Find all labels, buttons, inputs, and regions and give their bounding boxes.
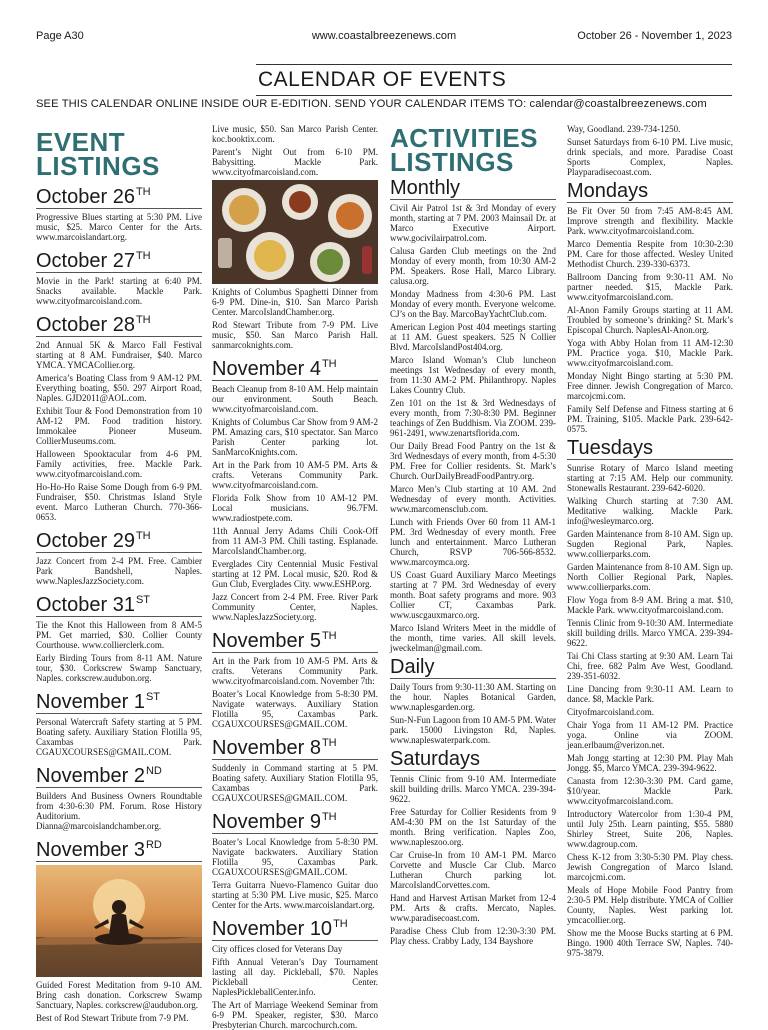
event-item: Art in the Park from 10 AM-5 PM. Arts & crafts. Veterans Community Park. www.cityofmarcoisland.com. <box>212 460 378 490</box>
event-item: Jazz Concert from 2-4 PM. Free. Cambier Park Bandshell, Naples. www.NaplesJazzSociety.com. <box>36 556 202 586</box>
column-activities-continued <box>567 124 733 1004</box>
activity-item: Marco Island Writers Meet in the middle of the month, time varies. All skill levels. jweckelman@gmail.com. <box>390 623 556 653</box>
event-item: City offices closed for Veterans Day <box>212 944 343 954</box>
day-heading-nov5: November 5TH <box>212 625 378 653</box>
column-event-listings <box>36 124 202 1023</box>
event-item: Best of Rod Stewart Tribute from 7-9 PM. <box>36 1013 189 1023</box>
activity-item: Calusa Garden Club meetings on the 2nd Monday of every month, from 10:30 AM-2 PM. Speakers. Rose Hall, Marco Library. calusa.org. <box>390 246 556 286</box>
meditation-illustration <box>36 865 202 977</box>
activity-item: Civil Air Patrol 1st & 3rd Monday of every month, starting at 7 PM. 2003 Mainsail Dr. at Marco Executive Airport. www.gocivilairpatrol.com. <box>390 203 556 243</box>
activity-item: Line Dancing from 9:30-11 AM. Learn to dance. $8, Mackle Park. <box>567 684 733 704</box>
activity-item: Sunrise Rotary of Marco Island meeting starting at 7:15 AM. Help our community. Stonewalls Restaurant. 239-642-6020. <box>567 463 733 493</box>
spaghetti-dinner-photo <box>212 180 378 284</box>
event-item: Movie in the Park! starting at 6:40 PM. Snacks available. Mackle Park. www.cityofmarcoisland.com. <box>36 276 202 306</box>
event-item: Guided Forest Meditation from 9-10 AM. Bring cash donation. Corkscrew Swamp Sanctuary, Naples. corkscrew@audubon.org. <box>36 980 202 1010</box>
event-item: The Art of Marriage Weekend Seminar from 6-9 PM. Speaker, register, $30. Marco Presbyterian Church. marcochurch.com. <box>212 1000 378 1030</box>
day-heading-oct27: October 27TH <box>36 245 202 273</box>
activity-item: Sunset Saturdays from 6-10 PM. Live music, drink specials, and more. Paradise Coast Sports Complex, Naples. Playparadisecoast.com. <box>567 137 733 177</box>
event-item: Parent’s Night Out from 6-10 PM. Babysitting. Mackle Park. www.cityofmarcoisland.com. <box>212 147 378 177</box>
heading-monthly: Monthly <box>390 177 556 200</box>
heading-saturdays: Saturdays <box>390 748 556 771</box>
activity-item: Introductory Watercolor from 1:30-4 PM, until July 25th. Learn painting, $55. 5880 Shirley Street, Suite 206, Naples. www.dagroup.com. <box>567 809 733 849</box>
event-item: Exhibit Tour & Food Demonstration from 10 AM-12 PM. Food tradition history. Immokalee Pioneer Museum. CollierMuseums.com. <box>36 406 202 446</box>
activity-item: Al-Anon Family Groups starting at 11 AM. Troubled by someone’s drinking? St. Mark’s Episcopal Church. NaplesAl-Anon.org. <box>567 305 733 335</box>
activity-item: Lunch with Friends Over 60 from 11 AM-1 PM. 3rd Wednesday of every month. Free lunch and entertainment. Marco Lutheran Church, RSVP 706-566-8532. www.marcoymca.org. <box>390 517 556 567</box>
site-url[interactable]: www.coastalbreezenews.com <box>311 30 457 42</box>
event-item: Everglades City Centennial Music Festival starting at 12 PM. Local music, $20. Rod & Gun Club, Everglades City. www.ESHP.org. <box>212 559 378 589</box>
event-item: Beach Cleanup from 8-10 AM. Help maintain our environment. South Beach. www.cityofmarcoisland.com. <box>212 384 378 414</box>
activity-item: Zen 101 on the 1st & 3rd Wednesdays of every month, from 7:30-8:30 PM. Beginner teachings of Zen Buddhism. Via ZOOM. 239-961-2491, www.zenartsflorida.com. <box>390 398 556 438</box>
event-item: Florida Folk Show from 10 AM-12 PM. Local musicians. 96.7FM. www.radiostpete.com. <box>212 493 378 523</box>
day-heading-nov4: November 4TH <box>212 353 378 381</box>
activity-item: Garden Maintenance from 8-10 AM. Sign up. North Collier Regional Park, Naples. www.collierparks.com. <box>567 562 733 592</box>
activity-item: Monday Madness from 4:30-6 PM. Last Monday of every month. Everyone welcome. CJ’s on the Bay. MarcoBayYachtClub.com. <box>390 289 556 319</box>
column-events-continued <box>212 124 378 1030</box>
activity-item: Mah Jongg starting at 12:30 PM. Play Mah Jongg. $5, Marco YMCA. 239-394-9622. <box>567 753 733 773</box>
activity-item: American Legion Post 404 meetings starting at 11 AM. Guest speakers. 525 N Collier Blvd. MarcoIslandPost404.org. <box>390 322 556 352</box>
event-item: Tie the Knot this Halloween from 8 AM-5 PM. Get married, $30. Collier County Courthouse. www.collierclerk.com. <box>36 620 202 650</box>
calendar-title: CALENDAR OF EVENTS <box>256 64 732 96</box>
activity-item: Family Self Defense and Fitness starting at 6 PM. Training, $105. Mackle Park. 239-642-0575. <box>567 404 733 434</box>
meditation-photo <box>36 865 202 977</box>
activity-item: Marco Island Woman’s Club luncheon meetings 1st Wednesday of every month, from 11:30 AM-2 PM. Philanthropy. Naples Lakes Country Club. <box>390 355 556 395</box>
activity-item: Our Daily Bread Food Pantry on the 1st & 3rd Wednesdays of every month, from 4-5:30 PM. Free for Collier residents. St. Mark’s Church. OurDailyBreadFoodPantry.org. <box>390 441 556 481</box>
issue-date: October 26 - November 1, 2023 <box>577 30 732 42</box>
event-item: Personal Watercraft Safety starting at 5 PM. Boating safety. Auxiliary Station Flotilla 95, Caxambas Park. CGAUXCOURSES@GMAIL.COM. <box>36 717 202 757</box>
event-item: Early Birding Tours from 8-11 AM. Nature tour, $30. Corkscrew Swamp Sanctuary, Naples. corkscrew.audubon.org. <box>36 653 202 683</box>
activity-item: US Coast Guard Auxiliary Marco Meetings starting at 7 PM. 3rd Wednesday of every month. Boat safety programs and more. 903 Collier CT, Caxambas Park. www.uscgauxmarco.org. <box>390 570 556 620</box>
heading-mondays: Mondays <box>567 180 733 203</box>
event-item: Knights of Columbus Car Show from 9 AM-2 PM. Amazing cars, $10 spectator. San Marco Parish Center parking lot. SanMarcoKnights.com. <box>212 417 378 457</box>
activity-item: Flow Yoga from 8-9 AM. Bring a mat. $10, Mackle Park. www.cityofmarcoisland.com. <box>567 595 733 615</box>
activity-item: Marco Men’s Club starting at 10 AM. 2nd Wednesday of every month. Activities. www.marcomensclub.com. <box>390 484 556 514</box>
activity-item: Canasta from 12:30-3:30 PM. Card game, $10/year. Mackle Park. www.cityofmarcoisland.com. <box>567 776 733 806</box>
event-item: Boater’s Local Knowledge from 5-8:30 PM. Navigate backwaters. Auxiliary Station Flotilla 95, Caxambas Park. CGAUXCOURSES@GMAIL.COM. <box>212 837 378 877</box>
activity-item: Way, Goodland. 239-734-1250. <box>567 124 681 134</box>
activity-item: Tennis Clinic from 9-10 AM. Intermediate skill building drills. Marco YMCA. 239-394-9622. <box>390 774 556 804</box>
activity-item: Ballroom Dancing from 9:30-11 AM. No partner needed. $15, Mackle Park. www.cityofmarcoisland.com. <box>567 272 733 302</box>
activity-item: Be Fit Over 50 from 7:45 AM-8:45 AM. Improve strength and flexibility. Mackle Park. www.cityofmarcoisland.com. <box>567 206 733 236</box>
activity-item: Tennis Clinic from 9-10:30 AM. Intermediate skill building drills. Marco YMCA. 239-394-9622. <box>567 618 733 648</box>
activity-item: Sun-N-Fun Lagoon from 10 AM-5 PM. Water park. 15000 Livingston Rd, Naples. www.napleswaterpark.com. <box>390 715 556 745</box>
heading-tuesdays: Tuesdays <box>567 437 733 460</box>
day-heading-nov10: November 10TH <box>212 913 378 941</box>
page-number: Page A30 <box>36 30 84 42</box>
event-item: Halloween Spooktacular from 4-6 PM. Family activities, free. Mackle Park. www.cityofmarcoisland.com. <box>36 449 202 479</box>
event-item: 2nd Annual 5K & Marco Fall Festival starting at 8 AM. Fundraiser, $40. Marco YMCA. YMCACollier.org. <box>36 340 202 370</box>
day-heading-oct26: October 26TH <box>36 181 202 209</box>
activity-item: Chess K-12 from 3:30-5:30 PM. Play chess. Jewish Congregation of Marco Island. marcojcmi.com. <box>567 852 733 882</box>
event-item: Ho-Ho-Ho Raise Some Dough from 6-9 PM. Fundraiser, $50. Christmas Island Style event. Marco Lutheran Church. 770-366-0653. <box>36 482 202 522</box>
day-heading-nov2: November 2ND <box>36 760 202 788</box>
day-heading-oct31: October 31ST <box>36 589 202 617</box>
event-item: Boater’s Local Knowledge from 5-8:30 PM. Navigate waterways. Auxiliary Station Flotilla 95, Caxambas Park. CGAUXCOURSES@GMAIL.COM. <box>212 689 378 729</box>
day-heading-nov3: November 3RD <box>36 834 202 862</box>
event-item: Progressive Blues starting at 5:30 PM. Live music, $25. Marco Center for the Arts. www.marcoislandart.org. <box>36 212 202 242</box>
activity-item: Free Saturday for Collier Residents from 9 AM-4:30 PM on the 1st Saturday of the month. Bring verification. Naples Zoo, www.napleszoo.org. <box>390 807 556 847</box>
calendar-subhead: SEE THIS CALENDAR ONLINE INSIDE OUR E-EDITION. SEND YOUR CALENDAR ITEMS TO: calendar@coastalbreezenews.com <box>36 98 707 110</box>
day-heading-oct29: October 29TH <box>36 525 202 553</box>
event-item: Art in the Park from 10 AM-5 PM. Arts & crafts. Veterans Community Park. www.cityofmarcoisland.com. November 7th: <box>212 656 378 686</box>
activity-item: Daily Tours from 9:30-11:30 AM. Starting on the hour. Naples Botanical Garden, www.naplesgarden.org. <box>390 682 556 712</box>
event-item: 11th Annual Jerry Adams Chili Cook-Off from 11 AM-3 PM. Chili tasting. Esplanade. MarcoIslandChamber.org. <box>212 526 378 556</box>
event-item: Terra Guitarra Nuevo-Flamenco Guitar duo starting at 5:30 PM. Live music, $25. Marco Center for the Arts. www.marcoislandart.org. <box>212 880 378 910</box>
activity-item: Marco Dementia Respite from 10:30-2:30 PM. Care for those affected. Wesley United Methodist Church. 239-330-6373. <box>567 239 733 269</box>
event-item: Knights of Columbus Spaghetti Dinner from 6-9 PM. Dine-in, $10. San Marco Parish Center. MarcoIslandChamber.org. <box>212 287 378 317</box>
activity-item: Garden Maintenance from 8-10 AM. Sign up. Sugden Regional Park, Naples. www.collierparks.com. <box>567 529 733 559</box>
day-heading-oct28: October 28TH <box>36 309 202 337</box>
event-item: Builders And Business Owners Roundtable from 4:30-6:30 PM. Forum. Rose History Auditorium. Dianna@marcoislandchamber.org. <box>36 791 202 831</box>
day-heading-nov1: November 1ST <box>36 686 202 714</box>
activity-item: Hand and Harvest Artisan Market from 12-4 PM. Arts & crafts. Mercato, Naples. www.paradisecoast.com. <box>390 893 556 923</box>
activity-item: Yoga with Abby Holan from 11 AM-12:30 PM. Practice yoga. $10, Mackle Park. www.cityofmarcoisland.com. <box>567 338 733 368</box>
event-item: Rod Stewart Tribute from 7-9 PM. Live music, $50. San Marco Parish Hall. sanmarcoknights.com. <box>212 320 378 350</box>
activity-item: Show me the Moose Bucks starting at 6 PM. Bingo. 1900 40th Terrace SW, Naples. 740-975-3879. <box>567 928 733 958</box>
event-item: Fifth Annual Veteran’s Day Tournament lasting all day. Pickleball, $70. Naples Pickleball Center. NaplesPickleballCenter.info. <box>212 957 378 997</box>
activity-item: Meals of Hope Mobile Food Pantry from 2:30-5 PM. Help distribute. YMCA of Collier County, Naples. West parking lot. ymcacollier.org. <box>567 885 733 925</box>
event-item: Suddenly in Command starting at 5 PM. Boating safety. Auxiliary Station Flotilla 95, Caxambas Park. CGAUXCOURSES@GMAIL.COM. <box>212 763 378 803</box>
day-heading-nov8: November 8TH <box>212 732 378 760</box>
day-heading-nov9: November 9TH <box>212 806 378 834</box>
activity-item: Chair Yoga from 11 AM-12 PM. Practice yoga. Online via ZOOM. jean.erlbaum@verizon.net. <box>567 720 733 750</box>
page-header <box>36 30 732 46</box>
activity-item: Car Cruise-In from 10 AM-1 PM. Marco Corvette and Muscle Car Club. Marco Lutheran Church parking lot. MarcoIslandCorvettes.com. <box>390 850 556 890</box>
activity-item: Tai Chi Class starting at 9:30 AM. Learn Tai Chi, free. 682 Palm Ave West, Goodland. 239-351-6032. <box>567 651 733 681</box>
activity-item: Walking Church starting at 7:30 AM. Meditative walking. Mackle Park. info@wesleymarco.org. <box>567 496 733 526</box>
event-item: America’s Boating Class from 9 AM-12 PM. Everything boating, $50. 297 Airport Road, Naples. GJD2011@AOL.com. <box>36 373 202 403</box>
activity-item: Cityofmarcoisland.com. <box>567 707 654 717</box>
activities-listings-title: ACTIVITIES LISTINGS <box>390 123 539 177</box>
event-item: Jazz Concert from 2-4 PM. Free. River Park Community Center, Naples. www.NaplesJazzSociety.org. <box>212 592 378 622</box>
column-activities <box>390 124 556 1004</box>
activity-item: Paradise Chess Club from 12:30-3:30 PM. Play chess. Crabby Lady, 134 Bayshore <box>390 926 556 946</box>
event-item: Live music, $50. San Marco Parish Center. koc.booktix.com. <box>212 124 378 144</box>
heading-daily: Daily <box>390 656 556 679</box>
food-table-illustration <box>212 180 378 284</box>
activity-item: Monday Night Bingo starting at 5:30 PM. Free dinner. Jewish Congregation of Marco. marcojcmi.com. <box>567 371 733 401</box>
event-listings-title: EVENT LISTINGS <box>36 127 160 181</box>
